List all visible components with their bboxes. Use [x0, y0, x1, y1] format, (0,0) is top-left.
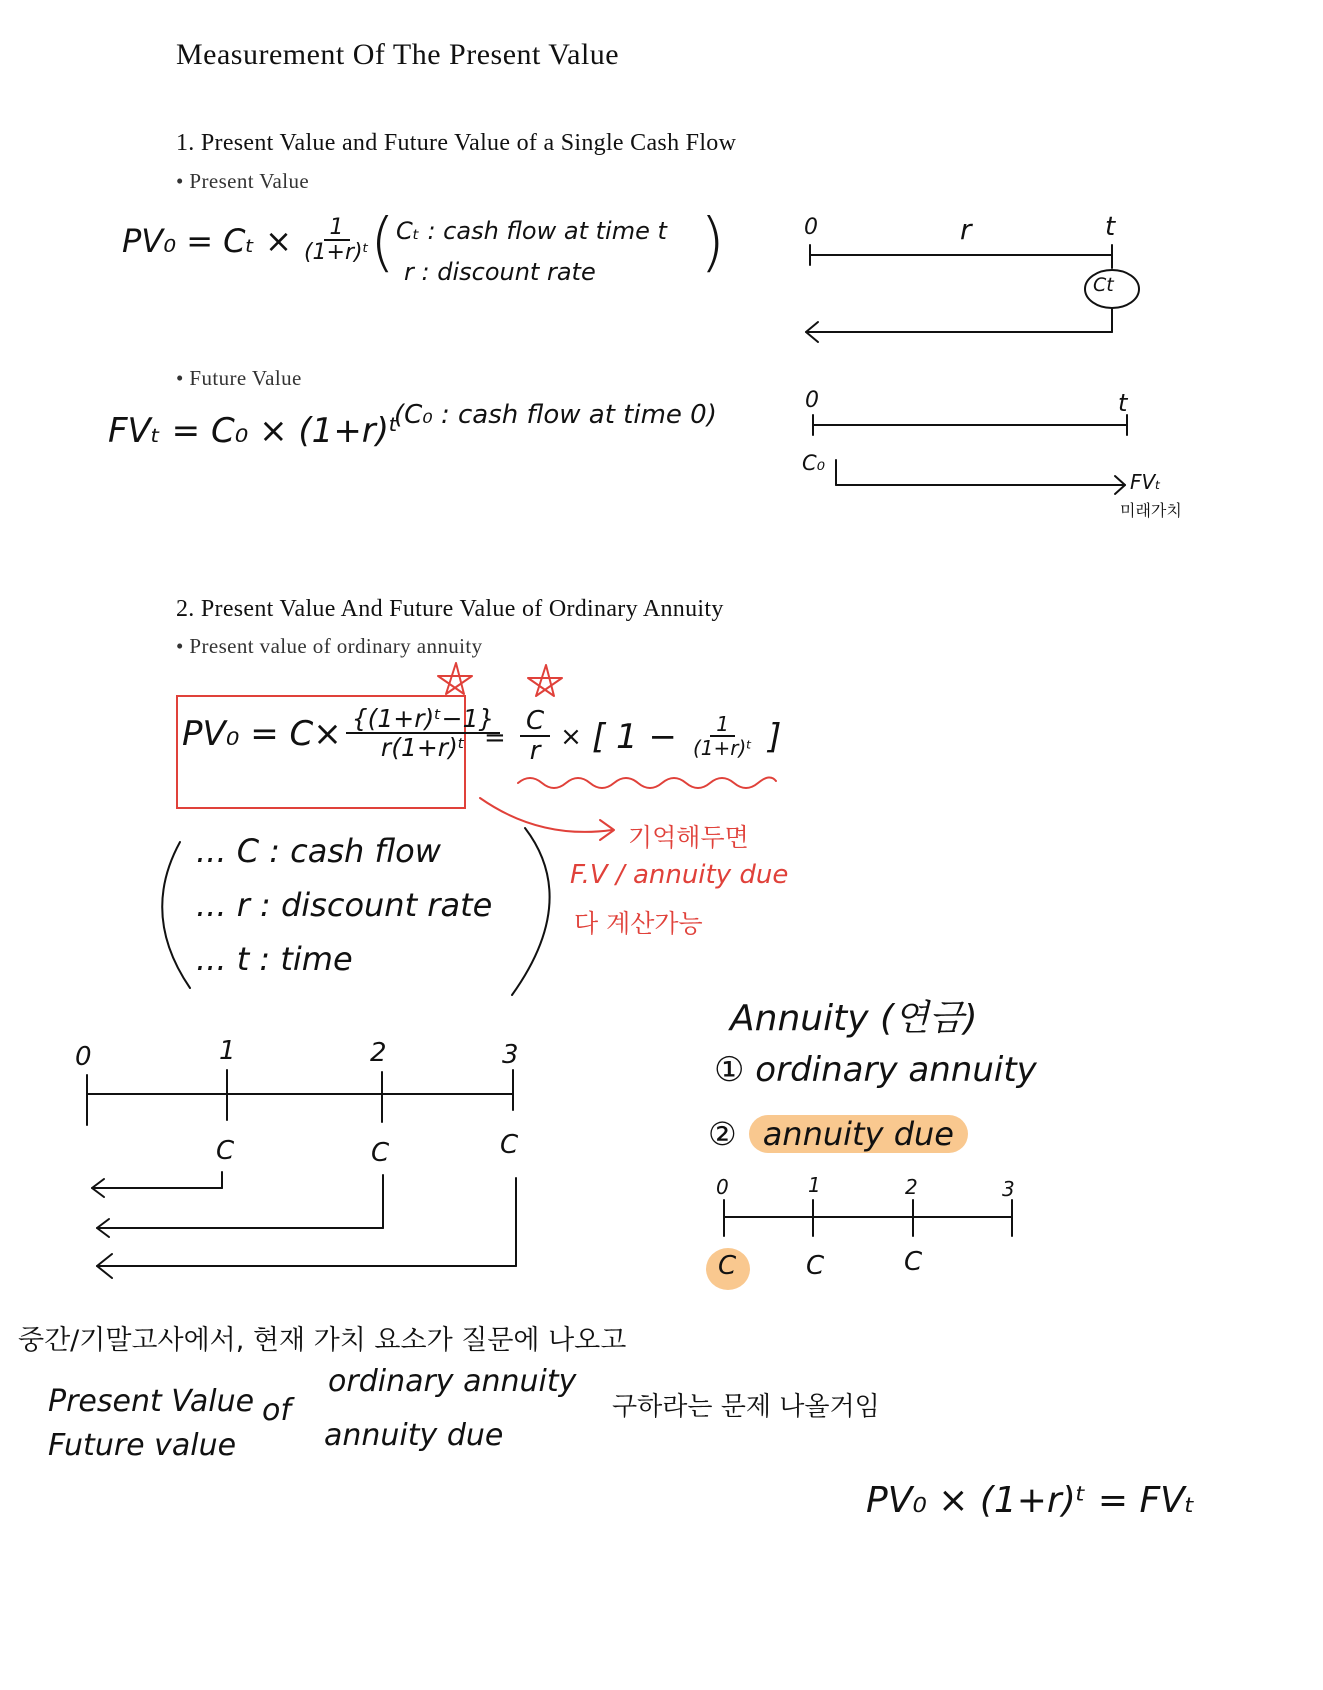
section1-heading: 1. Present Value and Future Value of a Single Cash Flow [176, 130, 737, 156]
due-tick-1: 1 [808, 1173, 821, 1197]
fv-timeline-flow: C₀ [802, 451, 826, 475]
fv-timeline-end: t [1118, 389, 1128, 417]
red-note-line3: 다 계산가능 [574, 909, 703, 938]
annuity-title: Annuity (연금) [730, 998, 978, 1039]
pv-bullet: • Present Value [176, 169, 310, 193]
red-arrow-line [480, 798, 612, 832]
due-flow-0: C [718, 1251, 737, 1281]
annuity-due-highlight: annuity due [749, 1115, 968, 1153]
ord-flow-2: C [371, 1138, 390, 1168]
annuity-frac2-num: C [520, 708, 550, 737]
page-title: Measurement Of The Present Value [176, 38, 620, 71]
annuity-due-timeline [724, 1200, 1012, 1236]
annuity-frac3-den: (1+r)ᵗ [692, 736, 753, 761]
red-star-1 [438, 663, 472, 694]
red-note-line2: F.V / annuity due [570, 860, 789, 890]
red-note-line1: 기억해두면 [628, 823, 749, 852]
annuity-frac2-den: r [529, 736, 541, 767]
due-tick-2: 2 [905, 1175, 918, 1199]
due-tick-0: 0 [716, 1175, 729, 1199]
legend-close-paren [512, 828, 550, 995]
ord-tick-0: 0 [75, 1042, 92, 1072]
ord-tick-2: 2 [370, 1038, 387, 1068]
fv-bullet: • Future Value [176, 366, 302, 390]
pv-timeline [806, 245, 1139, 342]
footer-pv-fv-formula: PV₀ × (1+r)ᵗ = FVₜ [866, 1480, 1196, 1521]
fv-timeline-start: 0 [805, 388, 819, 413]
red-wavy-underline [518, 777, 776, 788]
section2-heading: 2. Present Value And Future Value of Ordinary Annuity [176, 596, 724, 622]
annuity-pv-bullet: • Present value of ordinary annuity [176, 634, 483, 658]
legend-t: ... t : time [196, 940, 353, 978]
annuity-times: × [560, 721, 582, 752]
pv-formula-lhs: PV₀ = Cₜ × [122, 221, 292, 260]
annuity-equals: = [484, 723, 506, 753]
red-star-2 [528, 665, 562, 696]
annuity-bracket-lead: [ 1 − [591, 716, 677, 757]
annuity-bracket-close: ] [768, 716, 782, 757]
ordinary-timeline [87, 1070, 519, 1278]
footer-of: of [262, 1393, 291, 1428]
ord-flow-1: C [216, 1136, 235, 1166]
pv-timeline-start: 0 [804, 215, 818, 240]
footer-question-text: 구하라는 문제 나올거임 [612, 1392, 880, 1422]
pv-frac-den: (1+r)ᵗ [303, 240, 370, 266]
annuity-item-1: ① ordinary annuity [714, 1050, 1037, 1090]
fv-timeline-target: FVₜ [1130, 470, 1162, 494]
annuity-item-2-num: ② [708, 1115, 737, 1153]
footer-annuity-due: annuity due [324, 1418, 504, 1453]
due-flow-2: C [904, 1247, 923, 1277]
ord-tick-1: 1 [219, 1036, 236, 1066]
pv-note-open-paren: ( [370, 206, 395, 280]
pv-frac-num: 1 [324, 216, 350, 241]
pv-note-ct: Cₜ : cash flow at time t [396, 217, 667, 245]
fv-timeline [813, 415, 1127, 494]
ord-tick-3: 3 [502, 1040, 519, 1070]
legend-open-paren [162, 842, 190, 988]
fv-timeline-target-kr: 미래가치 [1120, 501, 1182, 520]
annuity-formula-lhs: PV₀ = C× [182, 713, 342, 754]
footer-present-value: Present Value [48, 1384, 255, 1419]
footer-line-1: 중간/기말고사에서, 현재 가치 요소가 질문에 나오고 [18, 1325, 627, 1356]
annuity-frac3-num: 1 [710, 714, 735, 737]
ord-flow-3: C [500, 1130, 519, 1160]
fv-formula: FVₜ = C₀ × (1+r)ᵗ [108, 411, 400, 451]
footer-future-value: Future value [48, 1428, 237, 1463]
pv-note-r: r : discount rate [404, 258, 596, 286]
annuity-frac1-num: {(1+r)ᵗ−1} [346, 706, 501, 734]
pv-note-close-paren: ) [700, 206, 725, 280]
due-tick-3: 3 [1002, 1177, 1015, 1201]
footer-ordinary-annuity: ordinary annuity [328, 1364, 577, 1399]
pv-timeline-flow: Ct [1093, 274, 1114, 296]
pv-timeline-rate: r [960, 213, 972, 246]
due-flow-1: C [806, 1251, 825, 1281]
annuity-frac1-den: r(1+r)ᵗ [380, 733, 466, 763]
fv-note: (C₀ : cash flow at time 0) [394, 400, 717, 430]
legend-c: ... C : cash flow [196, 832, 441, 870]
legend-r: ... r : discount rate [196, 886, 493, 924]
pv-timeline-end: t [1105, 212, 1116, 242]
